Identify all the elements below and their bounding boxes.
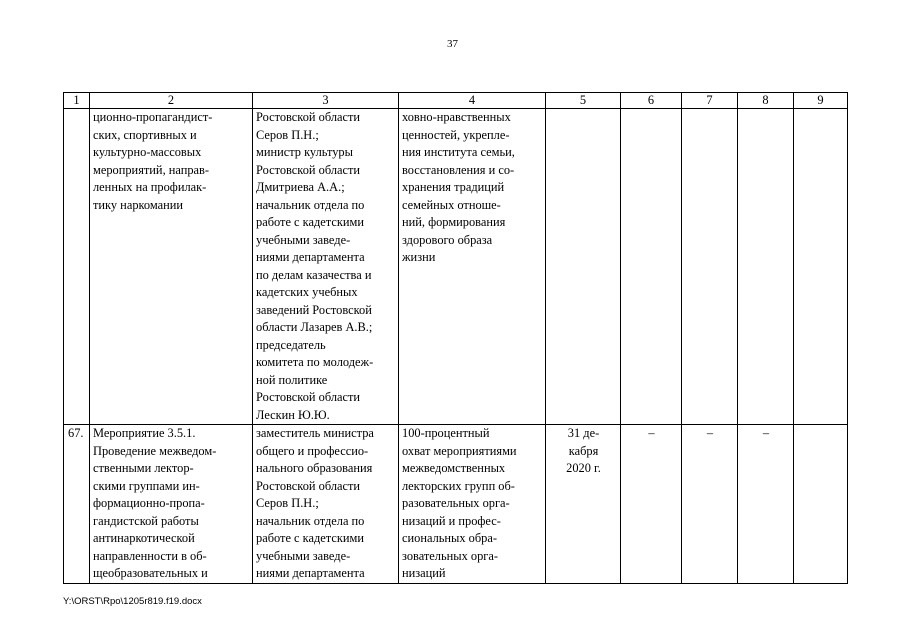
cell-text-line: работе с кадетскими (256, 215, 364, 229)
cell-text-line: ских, спортивных и (93, 127, 197, 142)
cell-text-line: ниями департамента (256, 250, 365, 264)
cell-text-line: по делам казачества и (256, 267, 372, 282)
row-number-cell: 67. (64, 425, 90, 584)
cell-text-line: учебными заведе- (256, 548, 351, 563)
cell-text-line: Ростовской области (256, 110, 361, 124)
cell-text-line: низаций (402, 566, 446, 580)
cell-text-line: разовательных орга- (402, 496, 510, 510)
cell-text-line: 100-процентный (402, 426, 490, 440)
cell-text-line: хранения традиций (402, 180, 505, 194)
cell-text-line: Дмитриева А.А.; (256, 180, 345, 194)
cell-text-line: Мероприятие 3.5.1. (93, 426, 196, 440)
cell-text-line: жизни (402, 250, 436, 264)
cell-text-line: председатель (256, 337, 326, 352)
cell-text-line: направленности в об- (93, 548, 207, 563)
cell-text-line: ленных на профилак- (93, 180, 207, 194)
cell-text-line: кабря (568, 443, 599, 458)
cell-text-line: охват мероприятиями (402, 443, 517, 458)
header-cell: 5 (546, 93, 621, 109)
activity-cell (90, 109, 253, 425)
deadline-cell (546, 425, 621, 584)
cell-text-line: кадетских учебных (256, 285, 358, 299)
cell-text-line: гандистской работы (93, 513, 199, 528)
result-cell (399, 109, 546, 425)
cell-text-line: межведомственных (402, 461, 506, 475)
cell-text-line: заведений Ростовской (256, 302, 372, 317)
col8-cell: – (738, 425, 794, 584)
cell-text-line: работе с кадетскими (256, 531, 364, 545)
deadline-cell (546, 109, 621, 425)
cell-text-line: Ростовской области (256, 478, 361, 493)
cell-text-line: щеобразовательных и (93, 566, 208, 580)
header-cell: 4 (399, 93, 546, 109)
responsible-cell (253, 425, 399, 584)
cell-text-line: сиональных обра- (402, 531, 497, 545)
cell-text-line: восстановления и со- (402, 162, 515, 177)
result-cell (399, 425, 546, 584)
cell-text-line: культурно-массовых (93, 145, 202, 159)
header-cell: 7 (682, 93, 738, 109)
cell-text-line: здорового образа (402, 232, 493, 247)
header-cell: 1 (64, 93, 90, 109)
col6-cell: – (621, 425, 682, 584)
cell-text-line: начальник отдела по (256, 197, 365, 212)
cell-text-line: Ростовской области (256, 162, 361, 177)
table-row-67 (64, 425, 848, 584)
cell-text-line: ниями департамента (256, 566, 365, 580)
file-path-footer: Y:\ORST\Rpo\1205r819.f19.docx (63, 596, 202, 607)
activity-cell (90, 425, 253, 584)
cell-text-line: комитета по молодеж- (256, 355, 374, 369)
col7-cell: – (682, 425, 738, 584)
cell-text-line: ционно-пропагандист- (93, 110, 213, 124)
header-cell: 6 (621, 93, 682, 109)
cell-text-line: области Лазарев А.В.; (256, 320, 373, 334)
cell-text-line: общего и профессио- (256, 443, 369, 458)
activities-table (63, 92, 848, 584)
cell-text-line: нального образования (256, 461, 373, 475)
cell-text-line: зовательных орга- (402, 548, 498, 563)
cell-text-line: учебными заведе- (256, 232, 351, 247)
cell-text-line: Ростовской области (256, 390, 361, 404)
cell-text-line: ной политике (256, 372, 328, 387)
cell-text-line: министр культуры (256, 145, 353, 159)
cell-text-line: Серов П.Н.; (256, 127, 319, 142)
table-header-row (64, 93, 848, 109)
cell-text-line: семейных отноше- (402, 197, 501, 212)
header-cell: 9 (794, 93, 848, 109)
header-cell: 8 (738, 93, 794, 109)
col8-cell (738, 109, 794, 425)
cell-text-line: Серов П.Н.; (256, 496, 319, 510)
col9-cell (794, 109, 848, 425)
cell-text-line: Лескин Ю.Ю. (256, 407, 330, 422)
col9-cell (794, 425, 848, 584)
row-number-cell (64, 109, 90, 425)
header-cell: 3 (253, 93, 399, 109)
cell-text-line: Проведение межведом- (93, 443, 217, 458)
table-row-continuation (64, 109, 848, 425)
cell-text-line: мероприятий, направ- (93, 162, 210, 177)
cell-text-line: ний, формирования (402, 215, 506, 229)
page-number: 37 (447, 38, 458, 50)
cell-text-line: 31 де- (567, 426, 600, 440)
cell-text-line: начальник отдела по (256, 513, 365, 528)
header-cell: 2 (90, 93, 253, 109)
cell-text-line: скими группами ин- (93, 478, 200, 493)
col7-cell (682, 109, 738, 425)
cell-text-line: заместитель министра (256, 426, 374, 440)
cell-text-line: ственными лектор- (93, 461, 194, 475)
cell-text-line: низаций и профес- (402, 513, 501, 528)
cell-text-line: ния института семьи, (402, 145, 515, 159)
cell-text-line: формационно-пропа- (93, 496, 205, 510)
cell-text-line: ховно-нравственных (402, 110, 511, 124)
cell-text-line: 2020 г. (566, 461, 601, 475)
cell-text-line: тику наркомании (93, 197, 184, 212)
cell-text-line: антинаркотической (93, 531, 195, 545)
cell-text-line: лекторских групп об- (402, 478, 515, 493)
cell-text-line: ценностей, укрепле- (402, 127, 510, 142)
responsible-cell (253, 109, 399, 425)
col6-cell (621, 109, 682, 425)
